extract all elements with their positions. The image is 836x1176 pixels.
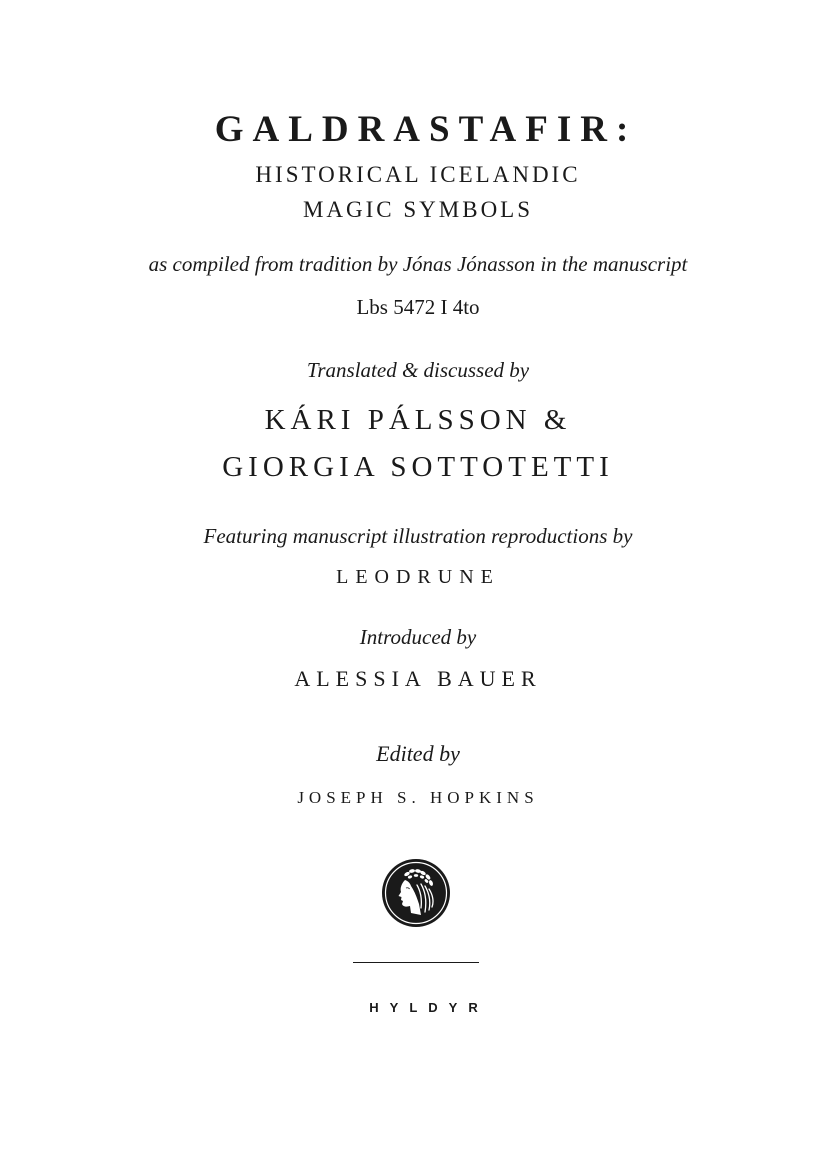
introducer-name: ALESSIA BAUER [294,666,542,691]
subtitle-line-2: MAGIC SYMBOLS [302,197,534,222]
featuring-label: Featuring manuscript illustration reproductions by [203,524,633,548]
illustrator-name: LEODRUNE [336,566,500,588]
manuscript-reference: Lbs 5472 I 4to [356,295,480,319]
author-2: GIORGIA SOTTOTETTI [222,451,614,483]
compiled-note: as compiled from tradition by Jónas Jónasson in the manuscript [148,252,688,276]
edited-label: Edited by [376,741,460,766]
book-title: GALDRASTAFIR: [214,109,638,150]
author-1: KÁRI PÁLSSON & [264,404,572,436]
subtitle-line-1: HISTORICAL ICELANDIC [255,162,581,187]
editor-name: JOSEPH S. HOPKINS [297,788,539,807]
publisher-logo-icon [381,858,451,928]
divider-rule [353,962,479,963]
introduced-label: Introduced by [359,625,477,649]
publisher-name: HYLDYR [369,1000,489,1015]
translated-label: Translated & discussed by [306,358,530,382]
